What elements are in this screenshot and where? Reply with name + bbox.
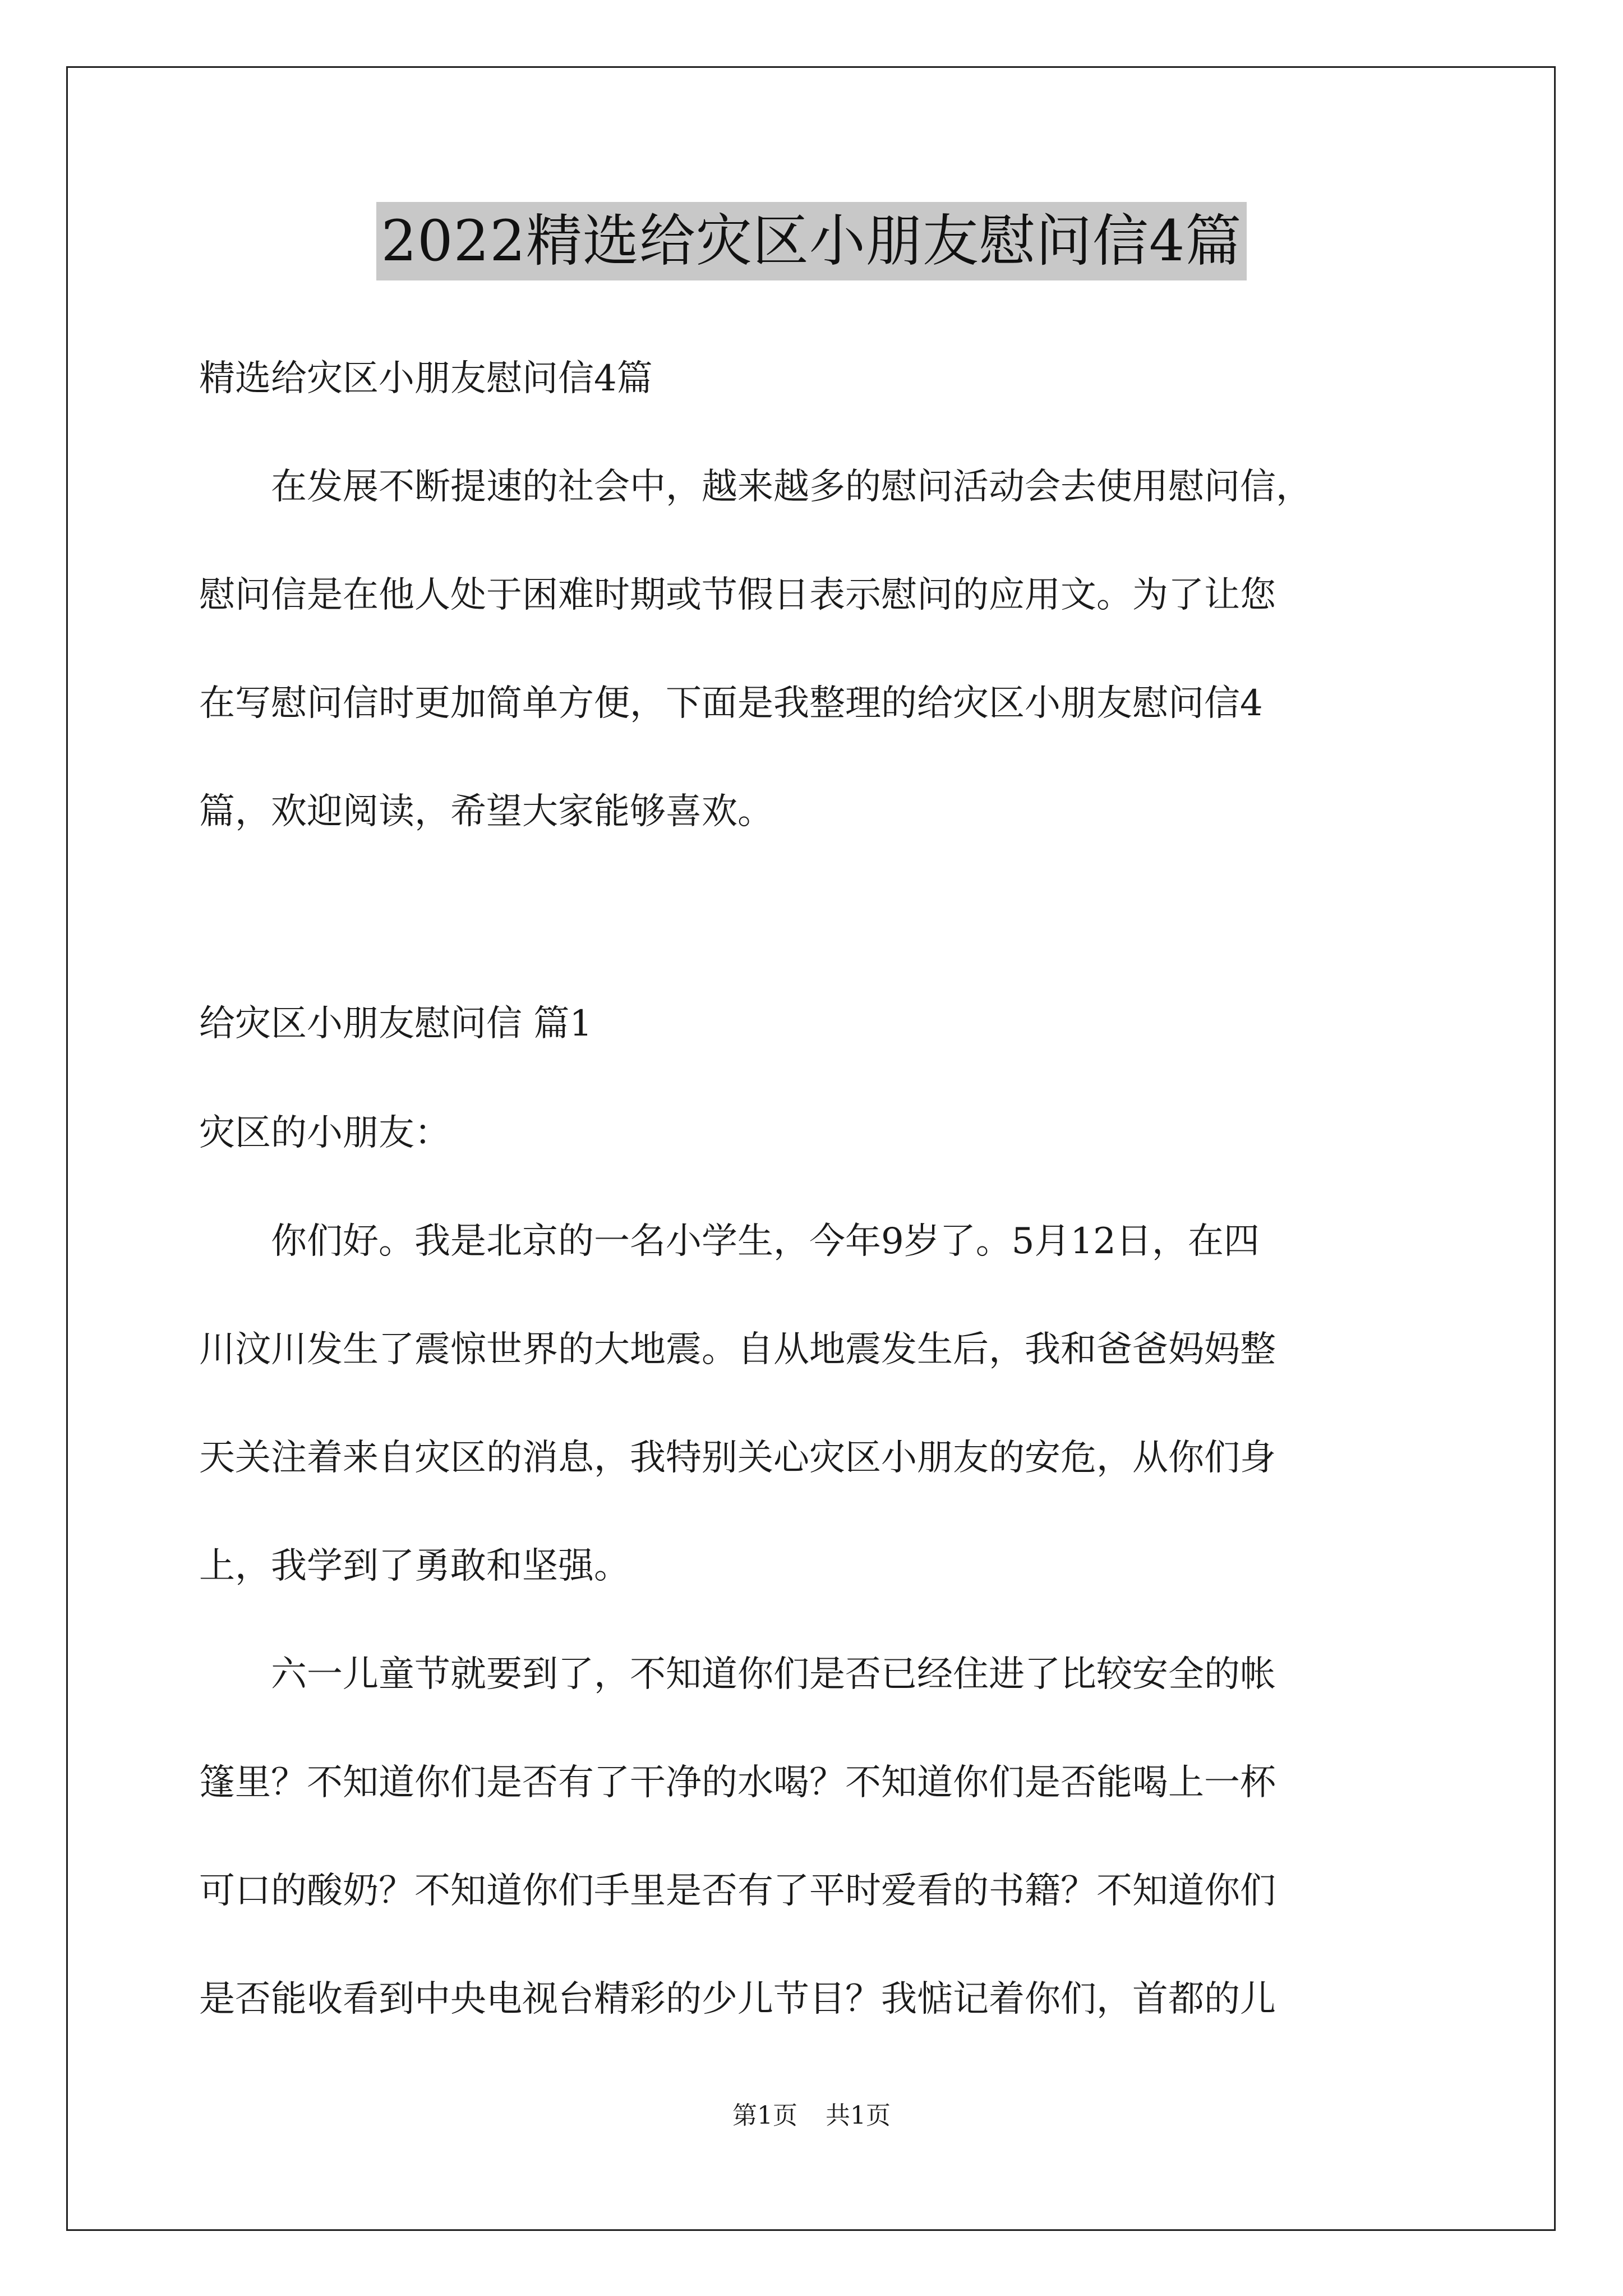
page-total: 共1页 [826,2101,891,2130]
paragraph-line: 篷里？不知道你们是否有了干净的水喝？不知道你们是否能喝上一杯 [199,1762,1276,1803]
paragraph-line: 川汶川发生了震惊世界的大地震。自从地震发生后，我和爸爸妈妈整 [199,1329,1276,1370]
paragraph-line: 天关注着来自灾区的消息，我特别关心灾区小朋友的安危，从你们身 [199,1437,1276,1479]
document-subtitle: 精选给灾区小朋友慰问信4篇 [199,358,653,399]
section-heading: 给灾区小朋友慰问信 篇1 [199,1003,593,1045]
title-container [0,202,1623,280]
paragraph-line: 六一儿童节就要到了，不知道你们是否已经住进了比较安全的帐 [199,1654,1276,1695]
page-footer [0,2099,1623,2133]
intro-line: 篇，欢迎阅读，希望大家能够喜欢。 [199,791,773,832]
intro-line: 慰问信是在他人处于困难时期或节假日表示慰问的应用文。为了让您 [199,574,1276,616]
paragraph-line: 可口的酸奶？不知道你们手里是否有了平时爱看的书籍？不知道你们 [199,1870,1276,1912]
intro-line: 在发展不断提速的社会中，越来越多的慰问活动会去使用慰问信， [199,466,1312,508]
paragraph-line: 你们好。我是北京的一名小学生，今年9岁了。5月12日，在四 [199,1221,1260,1262]
paragraph-line: 是否能收看到中央电视台精彩的少儿节目？我惦记着你们，首都的儿 [199,1978,1276,2020]
intro-line: 在写慰问信时更加简单方便，下面是我整理的给灾区小朋友慰问信4 [199,683,1263,724]
paragraph-line: 上，我学到了勇敢和坚强。 [199,1545,630,1587]
page-number: 第1页 [732,2101,797,2130]
document-title: 2022精选给灾区小朋友慰问信4篇 [376,202,1246,280]
salutation: 灾区的小朋友： [199,1112,450,1154]
